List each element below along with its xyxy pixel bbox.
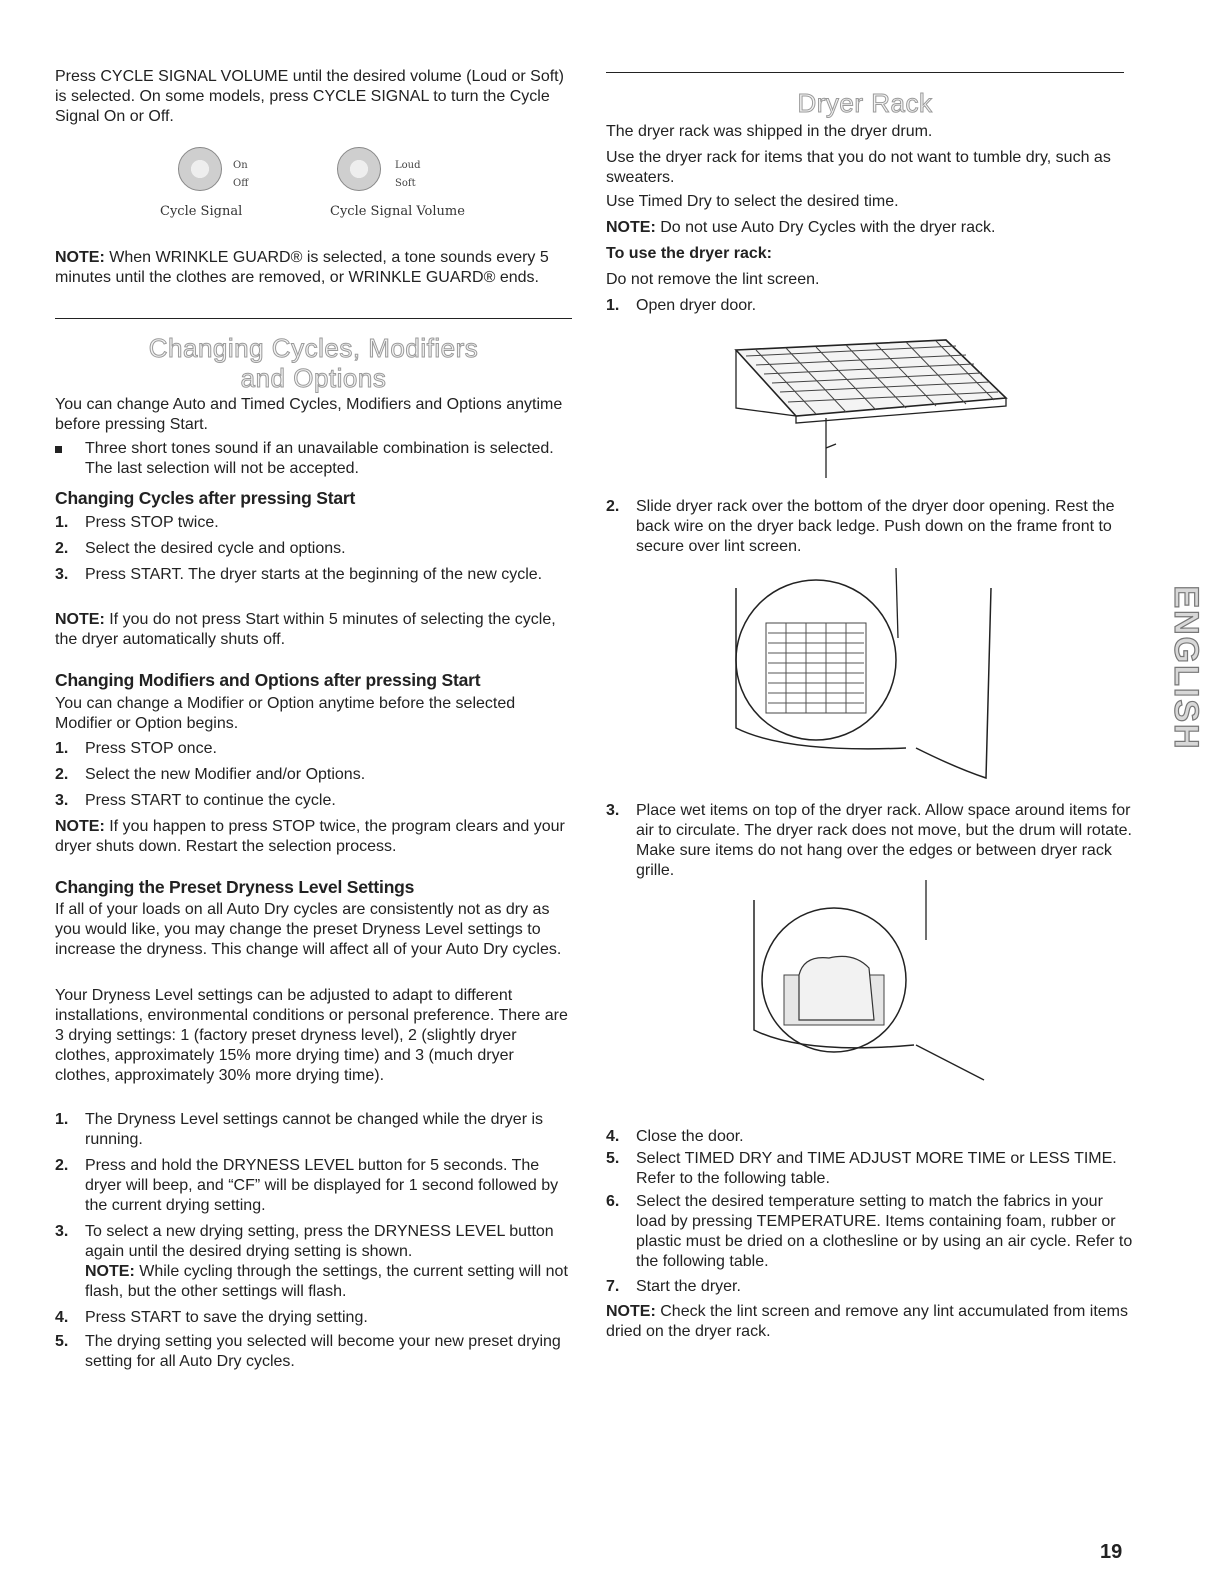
changing-intro: You can change Auto and Timed Cycles, Modifiers and Options anytime before pressing Start. (55, 396, 563, 433)
step-number: 6. (606, 1193, 620, 1210)
step-text: Press START to save the drying setting. (85, 1309, 368, 1326)
bullet-icon (55, 446, 62, 453)
step-number: 5. (55, 1333, 69, 1350)
step-number: 1. (55, 740, 69, 757)
sub2-intro: You can change a Modifier or Option anytime before the selected Modifier or Option begins. (55, 695, 516, 732)
step-text: Select TIMED DRY and TIME ADJUST MORE TIME or LESS TIME. Refer to the following table. (636, 1150, 1117, 1187)
to-use-heading: To use the dryer rack: (606, 245, 772, 262)
step-text: The Dryness Level settings cannot be changed while the dryer is running. (85, 1111, 544, 1148)
note-text: Do not use Auto Dry Cycles with the dryer rack. (660, 219, 996, 236)
dial2-loud-label: Loud (395, 160, 421, 171)
step-text: Select the desired cycle and options. (85, 540, 346, 557)
rack-note (606, 218, 1136, 238)
sub2-note (55, 817, 572, 857)
section-title-line1: Changing Cycles, Modifiers (148, 333, 479, 363)
side-tab-label: ENGLISH (1167, 585, 1206, 751)
note-label: NOTE: (606, 219, 656, 236)
step-text: Select the new Modifier and/or Options. (85, 766, 366, 783)
note-label: NOTE: (606, 1303, 656, 1320)
section-title-dryer-rack: Dryer Rack (797, 88, 933, 118)
step-text: Slide dryer rack over the bottom of the dryer door opening. Rest the back wire on the dryer back ledge. Push down on the frame front to secure over lint screen. (636, 498, 1115, 555)
step-text (85, 1222, 572, 1302)
note-text: If you happen to press STOP twice, the program clears and your dryer shuts down. Restart the selection process. (55, 818, 565, 855)
dial1-off-label: Off (233, 178, 249, 189)
note-label: NOTE: (55, 818, 105, 835)
step-number: 4. (55, 1309, 69, 1326)
wrinkle-guard-note (55, 248, 572, 288)
step-3-text: To select a new drying setting, press the DRYNESS LEVEL button again until the desired drying setting is shown. (85, 1223, 554, 1260)
final-note (606, 1302, 1136, 1342)
step-text: Press STOP once. (85, 740, 217, 757)
dial1-caption: Cycle Signal (160, 204, 243, 219)
dial2-soft-label: Soft (395, 178, 416, 189)
step-number: 3. (55, 1223, 69, 1240)
step-number: 2. (55, 540, 69, 557)
subhead-changing-cycles: Changing Cycles after pressing Start (55, 488, 356, 508)
note-text: If you do not press Start within 5 minutes of selecting the cycle, the dryer automatically shuts off. (55, 611, 556, 648)
step-number: 5. (606, 1150, 620, 1167)
page-number: 19 (1100, 1541, 1123, 1563)
section-title-changing-cycles (55, 333, 572, 393)
rack-p2: Use the dryer rack for items that you do not want to tumble dry, such as sweaters. (606, 149, 1111, 186)
note-label: NOTE: (55, 611, 105, 628)
rack-p1: The dryer rack was shipped in the dryer drum. (606, 123, 933, 140)
dryer-with-items-illustration (744, 880, 989, 1085)
cycle-signal-intro: Press CYCLE SIGNAL VOLUME until the desired volume (Loud or Soft) is selected. On some models, press CYCLE SIGNAL to turn the Cycle Signal On or Off. (55, 68, 564, 125)
note-text: When WRINKLE GUARD® is selected, a tone sounds every 5 minutes until the clothes are removed, or WRINKLE GUARD® ends. (55, 249, 549, 286)
note-text: Check the lint screen and remove any lint accumulated from items dried on the dryer rack. (606, 1303, 1128, 1340)
dryer-with-rack-illustration (726, 568, 1011, 788)
step-number: 3. (55, 792, 69, 809)
step-text: Press STOP twice. (85, 514, 219, 531)
step-3-note (85, 1262, 572, 1302)
rack-p4: Do not remove the lint screen. (606, 271, 820, 288)
note-label: NOTE: (85, 1263, 135, 1280)
note-label: NOTE: (55, 249, 105, 266)
section-divider (55, 318, 572, 319)
dial1-on-label: On (233, 160, 248, 171)
section-divider (606, 72, 1124, 73)
dryer-rack-illustration (726, 338, 1016, 483)
step-text: Press START to continue the cycle. (85, 792, 336, 809)
step-number: 2. (606, 498, 620, 515)
step-text: Press and hold the DRYNESS LEVEL button for 5 seconds. The dryer will beep, and “CF” will be displayed for 1 second followed by the current drying setting. (85, 1157, 559, 1214)
step-number: 1. (55, 1111, 69, 1128)
bullet-text: Three short tones sound if an unavailable combination is selected. The last selection will not be accepted. (85, 440, 554, 477)
cycle-signal-volume-dial-icon (337, 147, 381, 191)
english-side-tab (1155, 568, 1213, 768)
step-text: Place wet items on top of the dryer rack. Allow space around items for air to circulate. The dryer rack does not move, but the drum will rotate. Make sure items do not hang over the edges or between dryer rack grille. (636, 802, 1132, 879)
note-text: While cycling through the settings, the current setting will not flash, but the other settings will flash. (85, 1263, 568, 1300)
step-number: 2. (55, 1157, 69, 1174)
step-text: Close the door. (636, 1128, 744, 1145)
step-number: 1. (606, 297, 620, 314)
step-text: The drying setting you selected will become your new preset drying setting for all Auto Dry cycles. (85, 1333, 561, 1370)
sub3-paragraph-2: Your Dryness Level settings can be adjusted to adapt to different installations, environmental conditions or personal preference. There are 3 drying settings: 1 (factory preset dryness level), 2 (slightly dryer clothes, approximately 15% more drying time) and 3 (much dryer clothes, approximately 30% more drying time). (55, 987, 568, 1084)
sub1-note (55, 610, 572, 650)
subhead-changing-modifiers: Changing Modifiers and Options after pressing Start (55, 670, 481, 690)
step-number: 1. (55, 514, 69, 531)
step-number: 7. (606, 1278, 620, 1295)
step-number: 3. (55, 566, 69, 583)
cycle-signal-dial-icon (178, 147, 222, 191)
step-text: Select the desired temperature setting to match the fabrics in your load by pressing TEMPERATURE. Items containing foam, rubber or plastic must be dried on a clothesline or by using an air cycle. Refer to the following table. (636, 1193, 1133, 1270)
step-text: Start the dryer. (636, 1278, 741, 1295)
sub3-paragraph-1: If all of your loads on all Auto Dry cycles are consistently not as dry as you would like, you may change the preset Dryness Level settings to increase the dryness. This change will affect all of your Auto Dry cycles. (55, 901, 562, 958)
dial2-caption: Cycle Signal Volume (330, 204, 465, 219)
step-text: Press START. The dryer starts at the beginning of the new cycle. (85, 566, 543, 583)
step-number: 2. (55, 766, 69, 783)
subhead-preset-dryness: Changing the Preset Dryness Level Settings (55, 877, 415, 897)
step-number: 3. (606, 802, 620, 819)
step-text: Open dryer door. (636, 297, 757, 314)
section-title-line2: and Options (240, 363, 387, 393)
step-number: 4. (606, 1128, 620, 1145)
rack-p3: Use Timed Dry to select the desired time. (606, 193, 899, 210)
